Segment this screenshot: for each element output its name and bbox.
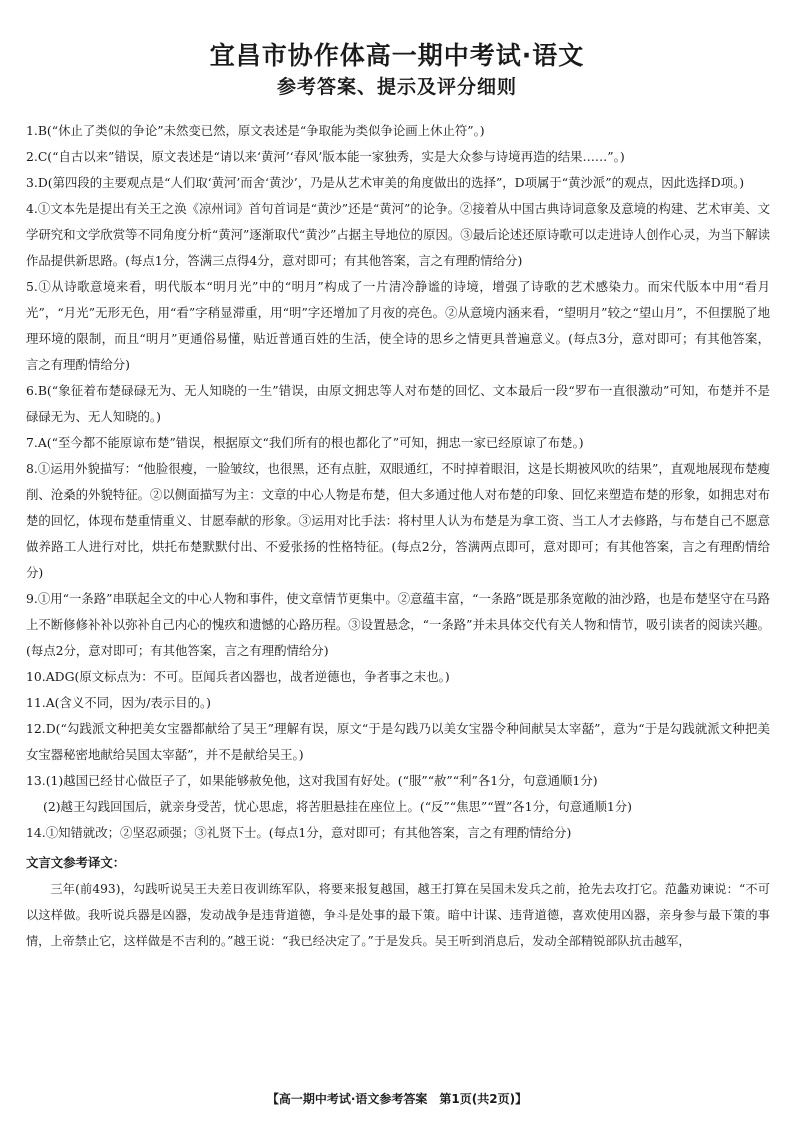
answer-item-4: 4.①文本先是提出有关王之涣《凉州词》首句首词是“黄沙”还是“黄河”的论争。②接着从中国古典诗词意象及意境的构建、艺术审美、文学研究和文学欣赏等不同角度分析“黄河”逐渐取代“黄沙”占据主导地位的原因。③最后论述还原诗歌可以走进诗人创作心灵，为当下解读作品提供新思路。(每点1分，答满三点得4分，意对即可；有其他答案，言之有理酌情给分) xyxy=(26,201,770,268)
answer-13-part-1: 13.(1)越国已经甘心做臣子了，如果能够赦免他，这对我国有好处。(“服”“赦”“利”各1分，句意通顺1分) xyxy=(26,773,598,788)
answer-item-12: 12.D(“勾践派文种把美女宝器都献给了吴王”理解有误，原文“于是勾践乃以美女宝器令种间献吴太宰嚭”，意为“于是勾践就派文种把美女宝器秘密地献给吴国太宰嚭”，并不是献给吴王。) xyxy=(26,721,770,762)
answer-item-5: 5.①从诗歌意境来看，明代版本“明月光”中的“明月”构成了一片清冷静谧的诗境，增强了诗歌的艺术感染力。而宋代版本中用“看月光”，“月光”无形无色，用“看”字稍显滞重，用“明”字还增加了月夜的亮色。②从意境内涵来看，“望明月”较之“望山月”，不但摆脱了地理环境的限制，而且“明月”更通俗易懂，贴近普通百姓的生活，使全诗的思乡之情更具普遍意义。(每点3分，意对即可；有其他答案，言之有理酌情给分) xyxy=(26,279,770,372)
answer-item-7: 7.A(“至今都不能原谅布楚”错误，根据原文“我们所有的根也都化了”可知，拥忠一家已经原谅了布楚。) xyxy=(26,435,584,450)
translation-text: 三年(前493)，勾践听说吴王夫差日夜训练军队，将要来报复越国，越王打算在吴国未发兵之前，抢先去攻打它。范蠡劝谏说：“不可以这样做。我听说兵器是凶器，发动战争是违背道德，争斗是处事的最下策。暗中计谋、违背道德，喜欢使用凶器，亲身参与最下策的事情，上帝禁止它，这样做是不吉利的。”越王说：“我已经决定了。”于是发兵。吴王听到消息后，发动全部精锐部队抗击越军， xyxy=(26,882,770,948)
answer-item-1: 1.B(“休止了类似的争论”未然变已然，原文表述是“争取能为类似争论画上休止符”。) xyxy=(26,123,485,138)
answer-item-8: 8.①运用外貌描写：“他脸很瘦，一脸皱纹，也很黑，还有点脏，双眼通红，不时掉着眼泪，这是长期被风吹的结果”，直观地展现布楚瘦削、沧桑的外貌特征。②以侧面描写为主：文章的中心人物是布楚，但大多通过他人对布楚的印象、回忆来塑造布楚的形象，如拥忠对布楚的回忆，体现布楚重情重义、甘愿奉献的形象。③运用对比手法：将村里人认为布楚是为拿工资、当工人才去修路，与布楚自己不愿意做养路工人进行对比，烘托布楚默默付出、不爱张扬的性格特征。(每点2分，答满两点即可，意对即可；有其他答案，言之有理酌情给分) xyxy=(26,461,770,580)
page-footer: 【高一期中考试·语文参考答案 第1页(共2页)】 xyxy=(266,1092,528,1106)
answer-item-13 xyxy=(26,768,770,820)
answer-item-14: 14.①知错就改；②坚忍顽强；③礼贤下士。(每点1分，意对即可；有其他答案，言之有理酌情给分) xyxy=(26,825,572,840)
page-title: 宜昌市协作体高一期中考试·语文 xyxy=(209,41,585,70)
translation-heading: 文言文参考译文： xyxy=(26,855,126,870)
answer-item-11: 11.A(含义不同，因为/表示目的。) xyxy=(26,695,211,710)
answer-item-3: 3.D(第四段的主要观点是“人们取‘黄河’而舍‘黄沙’，乃是从艺术审美的角度做出的选择”，D项属于“黄沙派”的观点，因此选择D项。) xyxy=(26,175,745,190)
answer-list xyxy=(26,118,770,954)
answer-item-6: 6.B(“象征着布楚碌碌无为、无人知晓的一生”错误，由原文拥忠等人对布楚的回忆、文本最后一段“罗布一直很激动”可知，布楚并不是碌碌无为、无人知晓的。) xyxy=(26,383,770,424)
page-subtitle: 参考答案、提示及评分细则 xyxy=(276,76,517,98)
answer-item-9: 9.①用“一条路”串联起全文的中心人物和事件，使文章情节更集中。②意蕴丰富，“一条路”既是那条宽敞的油沙路，也是布楚坚守在马路上不断修修补补以弥补自己内心的愧疚和遗憾的心路历程。③设置悬念，“一条路”并未具体交代有关人物和情节，吸引读者的阅读兴趣。(每点2分，意对即可；有其他答案，言之有理酌情给分) xyxy=(26,591,770,658)
answer-item-2: 2.C(“自古以来”错误，原文表述是“请以来‘黄河’‘春风’版本能一家独秀，实是大众参与诗境再造的结果……”。) xyxy=(26,149,625,164)
answer-item-10: 10.ADG(原文标点为：不可。臣闻兵者凶器也，战者逆德也，争者事之末也。) xyxy=(26,669,450,684)
answer-13-part-2: (2)越王勾践回国后，就亲身受苦，忧心思虑，将苦胆悬挂在座位上。(“反”“焦思”“置”各1分，句意通顺1分) xyxy=(43,799,633,814)
